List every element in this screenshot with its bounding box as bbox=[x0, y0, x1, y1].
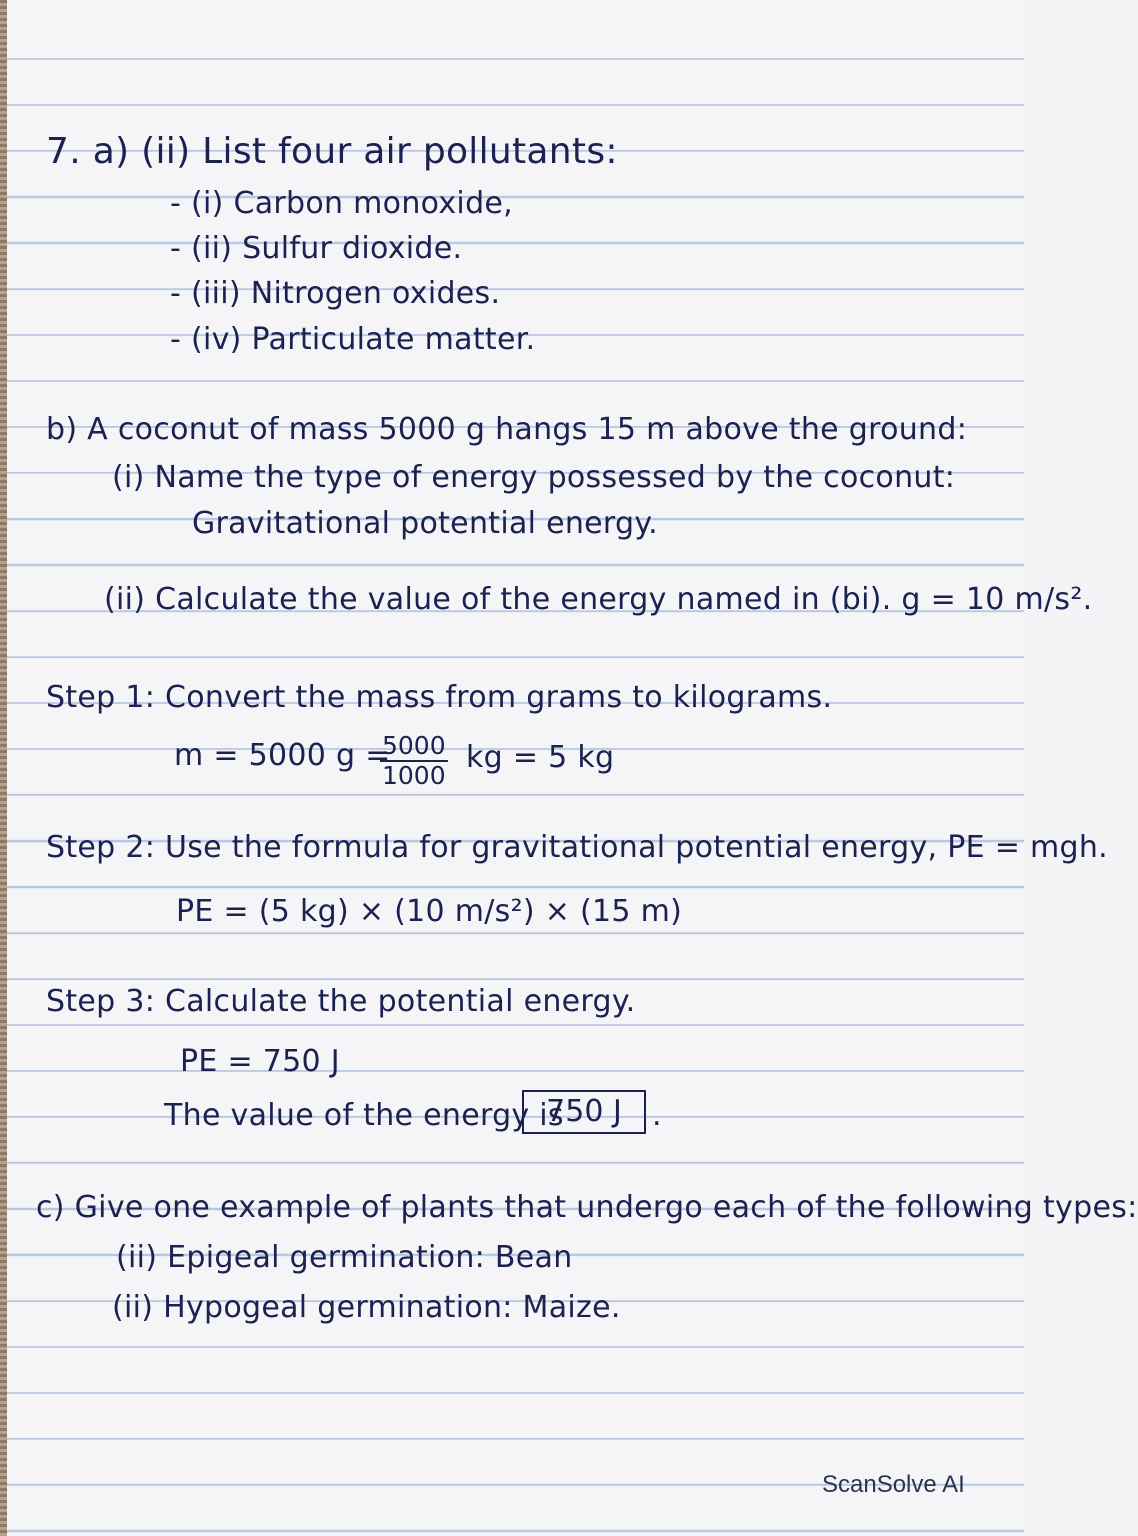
notebook-binding-edge bbox=[0, 0, 7, 1536]
question-7b-ii: (ii) Calculate the value of the energy named in (bi). g = 10 m/s². bbox=[104, 582, 1093, 617]
result-period: . bbox=[652, 1098, 662, 1133]
pollutant-item: - (ii) Sulfur dioxide. bbox=[170, 231, 463, 266]
question-7b-heading: b) A coconut of mass 5000 g hangs 15 m above the ground: bbox=[46, 412, 968, 447]
result-sentence: The value of the energy is bbox=[164, 1098, 564, 1133]
step-3-equation: PE = 750 J bbox=[180, 1044, 340, 1079]
step-2-label: Step 2: Use the formula for gravitational potential energy, PE = mgh. bbox=[46, 830, 1108, 865]
brand-watermark: ScanSolve AI bbox=[822, 1471, 965, 1498]
question-7a-heading: 7. a) (ii) List four air pollutants: bbox=[46, 131, 618, 172]
step-1-equation-left: m = 5000 g = bbox=[174, 738, 391, 773]
final-answer-box: 750 J bbox=[522, 1090, 646, 1134]
pollutant-item: - (iii) Nitrogen oxides. bbox=[170, 276, 501, 311]
step-1-fraction bbox=[380, 732, 448, 790]
question-7c-heading: c) Give one example of plants that undergo each of the following types: bbox=[36, 1190, 1138, 1225]
pollutant-item: - (iv) Particulate matter. bbox=[170, 322, 536, 357]
question-7b-i: (i) Name the type of energy possessed by the coconut: bbox=[112, 460, 956, 495]
germination-item: (ii) Epigeal germination: Bean bbox=[116, 1240, 573, 1275]
step-1-equation-right: kg = 5 kg bbox=[466, 740, 615, 775]
germination-item: (ii) Hypogeal germination: Maize. bbox=[112, 1290, 621, 1325]
fraction-numerator: 5000 bbox=[382, 731, 446, 760]
pollutant-item: - (i) Carbon monoxide, bbox=[170, 186, 514, 221]
step-2-equation: PE = (5 kg) × (10 m/s²) × (15 m) bbox=[176, 894, 683, 929]
fraction-denominator: 1000 bbox=[382, 761, 446, 790]
answer-7b-i: Gravitational potential energy. bbox=[192, 506, 658, 541]
step-3-label: Step 3: Calculate the potential energy. bbox=[46, 984, 636, 1019]
step-1-label: Step 1: Convert the mass from grams to kilograms. bbox=[46, 680, 833, 715]
